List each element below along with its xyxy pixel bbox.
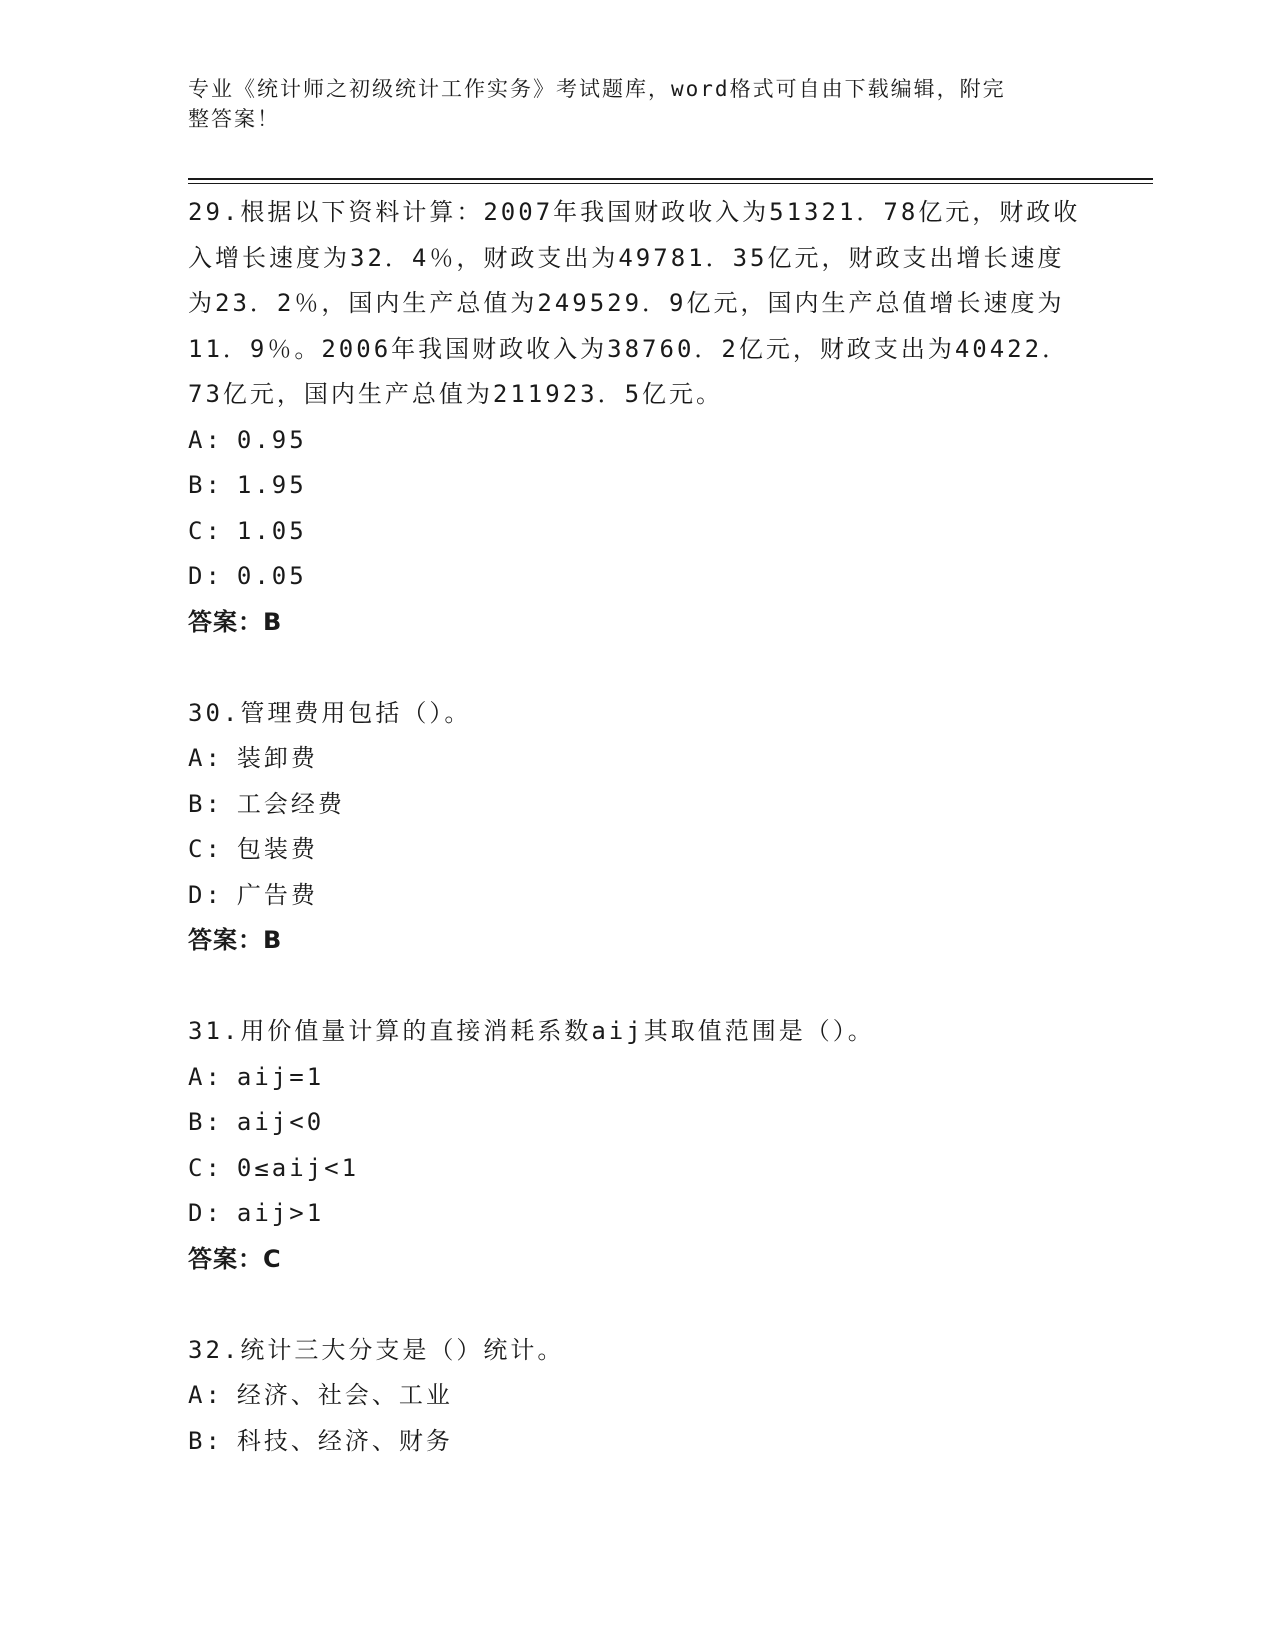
option-text: aij=1	[236, 1062, 325, 1091]
option-c	[188, 1146, 1088, 1192]
question-stem: 31.用价值量计算的直接消耗系数aij其取值范围是（）。	[188, 1017, 875, 1045]
option-letter: D:	[188, 1199, 223, 1227]
option-a	[188, 736, 1088, 782]
option-letter: B:	[188, 471, 223, 499]
option-text: 0.95	[236, 425, 307, 454]
option-letter: C:	[188, 835, 223, 863]
option-text: aij<0	[236, 1108, 325, 1136]
option-b	[188, 782, 1088, 828]
option-text: 1.95	[236, 471, 307, 499]
option-c	[188, 827, 1088, 873]
option-d	[188, 554, 1088, 600]
option-letter: D:	[188, 562, 223, 590]
option-text: 装卸费	[236, 744, 318, 772]
question-list	[188, 190, 1088, 1510]
option-b	[188, 1100, 1088, 1146]
option-text: 0≤aij<1	[236, 1153, 360, 1182]
option-letter: B:	[188, 1426, 223, 1455]
option-letter: D:	[188, 880, 223, 909]
option-a	[188, 418, 1088, 464]
option-text: 经济、社会、工业	[236, 1381, 453, 1409]
answer-line: 答案：B	[188, 926, 283, 954]
option-c	[188, 509, 1088, 555]
option-text: 广告费	[236, 880, 318, 909]
option-a	[188, 1373, 1088, 1419]
question-29	[188, 190, 1088, 645]
option-text: 科技、经济、财务	[236, 1426, 453, 1455]
option-letter: B:	[188, 1108, 223, 1136]
option-d	[188, 1191, 1088, 1237]
question-32	[188, 1328, 1088, 1465]
question-stem: 32.统计三大分支是（）统计。	[188, 1335, 565, 1364]
question-31	[188, 1009, 1088, 1282]
option-b	[188, 463, 1088, 509]
option-letter: C:	[188, 1153, 223, 1182]
option-d	[188, 873, 1088, 919]
option-text: 0.05	[236, 562, 307, 590]
option-letter: B:	[188, 789, 223, 818]
option-letter: C:	[188, 516, 223, 545]
question-30	[188, 691, 1088, 964]
answer-line: 答案：C	[188, 1244, 282, 1273]
option-text: 包装费	[236, 835, 318, 863]
answer-line: 答案：B	[188, 607, 283, 636]
option-letter: A:	[188, 425, 223, 454]
option-a	[188, 1055, 1088, 1101]
header-line-2: 整答案！	[188, 107, 280, 131]
document-header	[188, 74, 1068, 134]
option-text: 1.05	[236, 516, 307, 545]
option-text: aij>1	[236, 1199, 325, 1227]
option-letter: A:	[188, 1062, 223, 1091]
option-b	[188, 1419, 1088, 1465]
option-text: 工会经费	[236, 789, 345, 818]
option-letter: A:	[188, 744, 223, 772]
question-stem: 29.根据以下资料计算：2007年我国财政收入为51321．78亿元，财政收入增长速度为32．4％，财政支出为49781．35亿元，财政支出增长速度为23．2％，国内生产总值为249529．9亿元，国内生产总值增长速度为11．9％。2006年我国财政收入为38760．2亿元，财政支出为40422．73亿元，国内生产总值为211923．5亿元。	[188, 198, 1081, 408]
option-letter: A:	[188, 1381, 223, 1409]
header-line-1: 专业《统计师之初级统计工作实务》考试题库，word格式可自由下载编辑，附完	[188, 77, 1006, 101]
header-divider-thick	[188, 178, 1153, 180]
header-divider-thin	[188, 183, 1153, 184]
question-stem: 30.管理费用包括（）。	[188, 698, 472, 727]
